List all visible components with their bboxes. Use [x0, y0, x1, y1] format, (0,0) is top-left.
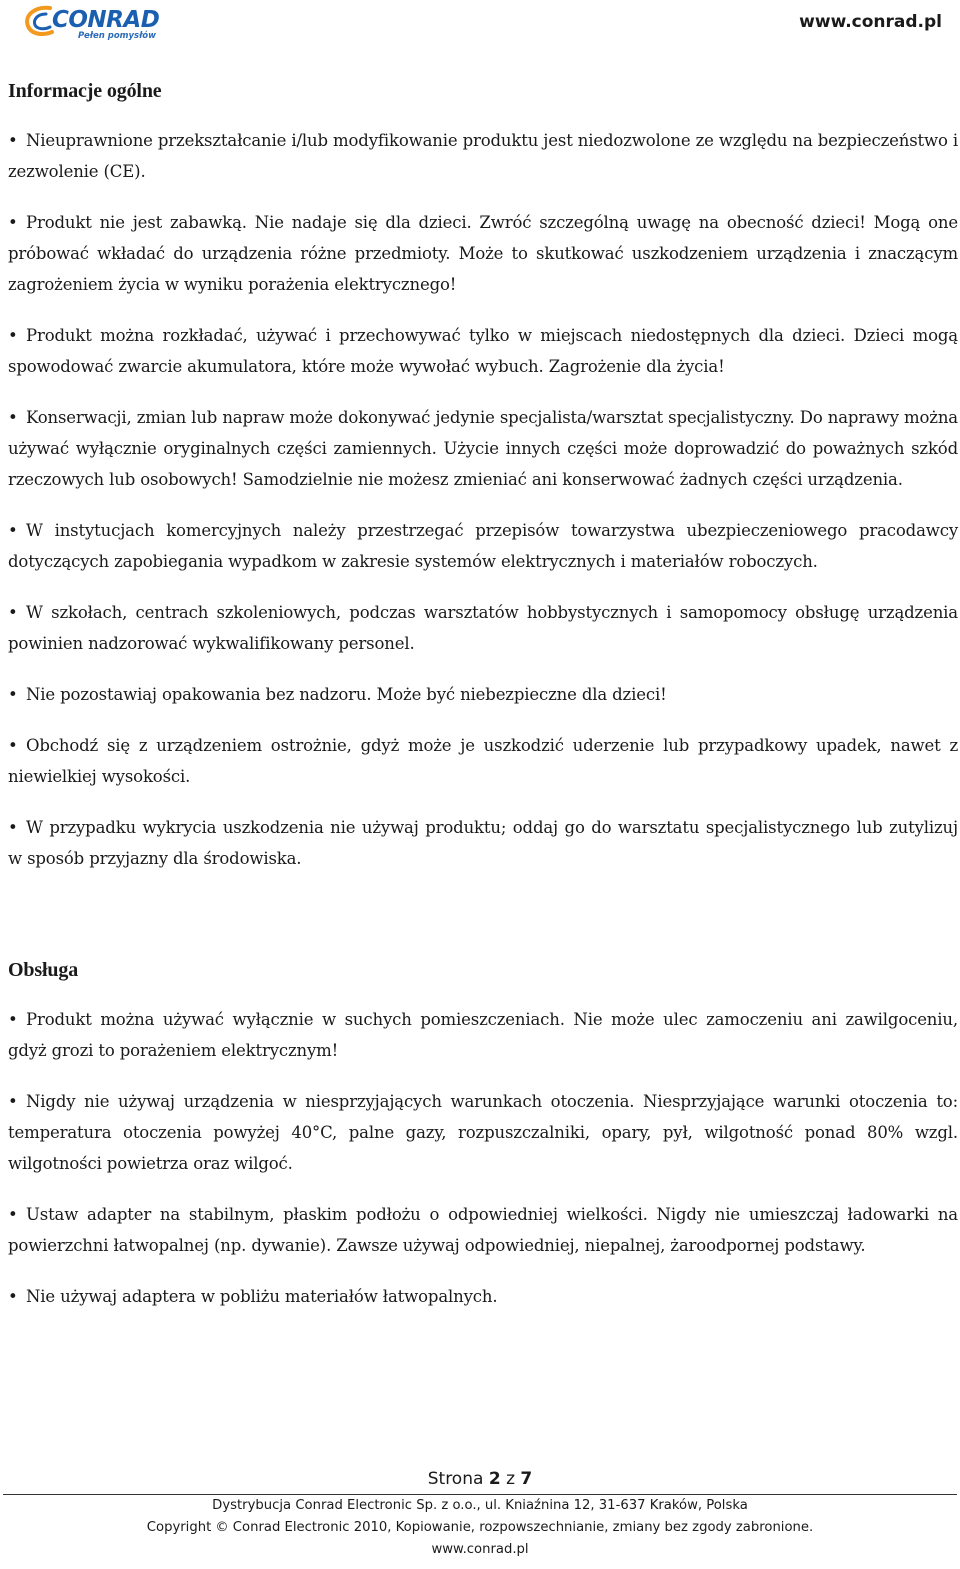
bullet-icon: • [8, 521, 18, 540]
bullet-icon: • [8, 131, 18, 150]
bullet-icon: • [8, 1092, 18, 1111]
bullet-icon: • [8, 818, 18, 837]
footer-distributor: Dystrybucja Conrad Electronic Sp. z o.o., ul. Kniaźnina 12, 31-637 Kraków, Polska [212, 1498, 748, 1513]
bullet-icon: • [8, 1205, 18, 1224]
conrad-logo [24, 4, 160, 44]
list-item: • W szkołach, centrach szkoleniowych, podczas warsztatów hobbystycznych i samopomocy obsługę urządzenia powinien nadzorować wykwalifikowany personel. [8, 597, 958, 659]
bullet-icon: • [8, 408, 18, 427]
section-title-general: Informacje ogólne [8, 80, 162, 102]
footer-url[interactable]: www.conrad.pl [431, 1542, 529, 1557]
bullet-icon: • [8, 736, 18, 755]
list-item: • Konserwacji, zmian lub napraw może dokonywać jedynie specjalista/warsztat specjalistyczny. Do naprawy można używać wyłącznie oryginalnych części zamiennych. Użycie innych części może doprowadzić do poważnych szkód rzeczowych lub osobowych! Samodzielnie nie możesz zmieniać ani konserwować żadnych części urządzenia. [8, 402, 958, 495]
document-body [8, 77, 958, 1332]
list-item: • Nie używaj adaptera w pobliżu materiałów łatwopalnych. [8, 1281, 958, 1312]
list-item: • W instytucjach komercyjnych należy przestrzegać przepisów towarzystwa ubezpieczeniowego pracodawcy dotyczących zapobiegania wypadkom w zakresie systemów elektrycznych i materiałów roboczych. [8, 515, 958, 577]
list-item: • Produkt nie jest zabawką. Nie nadaje się dla dzieci. Zwróć szczególną uwagę na obecność dzieci! Mogą one próbować wkładać do urządzenia różne przedmioty. Może to skutkować uszkodzeniem urządzenia i znaczącym zagrożeniem życia w wyniku porażenia elektrycznego! [8, 207, 958, 300]
header-url[interactable]: www.conrad.pl [799, 12, 942, 32]
list-item: • Obchodź się z urządzeniem ostrożnie, gdyż może je uszkodzić uderzenie lub przypadkowy upadek, nawet z niewielkiej wysokości. [8, 730, 958, 792]
bullet-icon: • [8, 685, 18, 704]
list-item: • Nigdy nie używaj urządzenia w niesprzyjających warunkach otoczenia. Niesprzyjające warunki otoczenia to: temperatura otoczenia powyżej 40°C, palne gazy, rozpuszczalniki, opary, pył, wilgotność ponad 80% wzgl. wilgotności powietrza oraz wilgoć. [8, 1086, 958, 1179]
section-spacer [8, 894, 958, 956]
page-header [0, 0, 960, 50]
logo-wordmark: CONRAD [52, 7, 160, 33]
list-item: • Nie pozostawiaj opakowania bez nadzoru. Może być niebezpieczne dla dzieci! [8, 679, 958, 710]
list-item: • Nieuprawnione przekształcanie i/lub modyfikowanie produktu jest niedozwolone ze względu na bezpieczeństwo i zezwolenie (CE). [8, 125, 958, 187]
bullet-icon: • [8, 603, 18, 622]
page-number: Strona 2 z 7 [427, 1469, 533, 1489]
footer-copyright: Copyright © Conrad Electronic 2010, Kopiowanie, rozpowszechnianie, zmiany bez zgody zabronione. [146, 1520, 814, 1535]
section-title-operation: Obsługa [8, 959, 79, 981]
bullet-icon: • [8, 326, 18, 345]
list-item: • Produkt można rozkładać, używać i przechowywać tylko w miejscach niedostępnych dla dzieci. Dzieci mogą spowodować zwarcie akumulatora, które może wywołać wybuch. Zagrożenie dla życia! [8, 320, 958, 382]
logo-tagline: Pełen pomysłów [78, 31, 156, 41]
page-footer [0, 1466, 960, 1569]
list-item: • W przypadku wykrycia uszkodzenia nie używaj produktu; oddaj go do warsztatu specjalistycznego lub zutylizuj w sposób przyjazny dla środowiska. [8, 812, 958, 874]
list-item: • Produkt można używać wyłącznie w suchych pomieszczeniach. Nie może ulec zamoczeniu ani zawilgoceniu, gdyż grozi to porażeniem elektrycznym! [8, 1004, 958, 1066]
bullet-icon: • [8, 1010, 18, 1029]
bullet-icon: • [8, 213, 18, 232]
list-item: • Ustaw adapter na stabilnym, płaskim podłożu o odpowiedniej wielkości. Nigdy nie umieszczaj ładowarki na powierzchni łatwopalnej (np. dywanie). Zawsze używaj odpowiedniej, niepalnej, żaroodpornej podstawy. [8, 1199, 958, 1261]
bullet-icon: • [8, 1287, 18, 1306]
